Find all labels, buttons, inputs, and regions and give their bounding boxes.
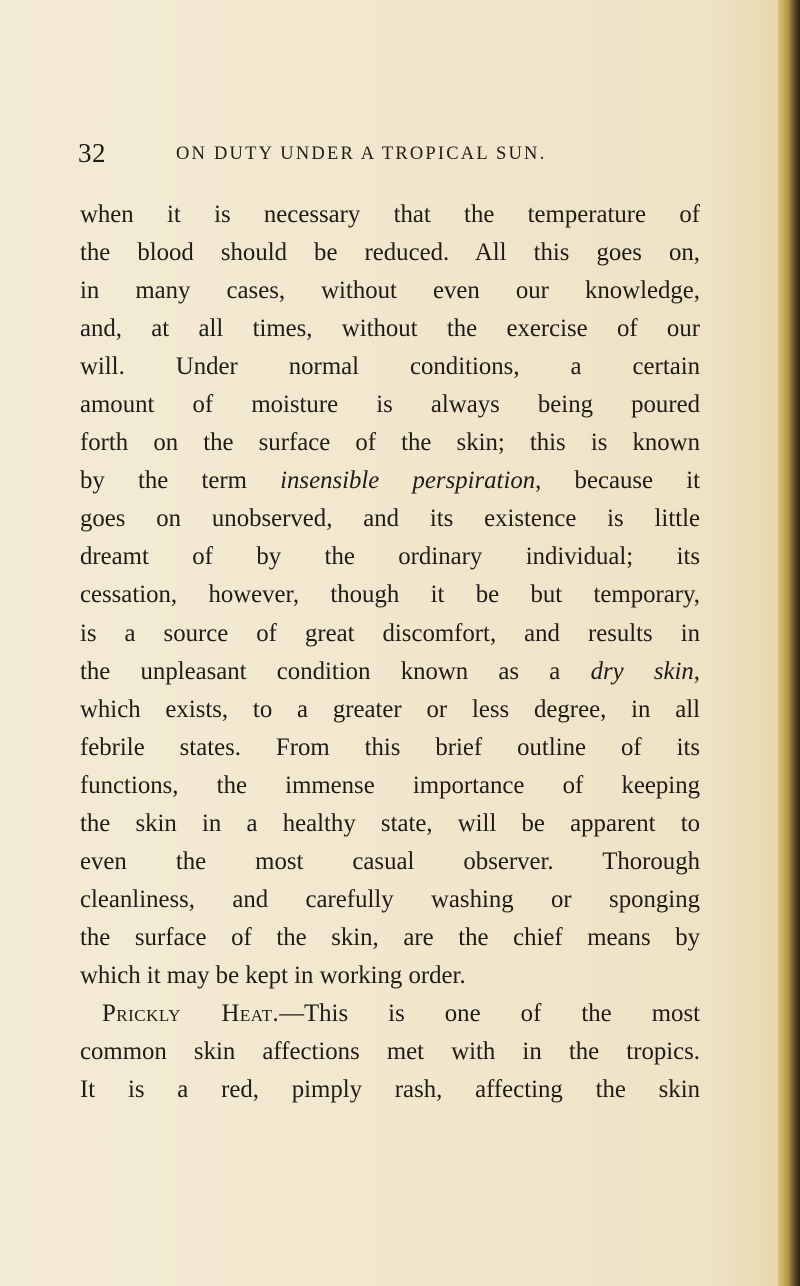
text-line: goes on unobserved, and its existence is little bbox=[80, 505, 700, 533]
section-heading: Prickly Heat. bbox=[102, 999, 280, 1027]
text-line: the surface of the skin, are the chief means by bbox=[80, 923, 700, 951]
text-line: cleanliness, and carefully washing or sponging bbox=[80, 885, 700, 913]
text-line bbox=[80, 995, 700, 1033]
text-run: by the term bbox=[80, 467, 281, 495]
text-line: when it is necessary that the temperature of bbox=[80, 201, 700, 228]
text-line: common skin affections met with in the tropics. bbox=[80, 1038, 700, 1066]
italic-term: dry skin bbox=[590, 657, 694, 685]
text-run: the unpleasant condition known as a bbox=[80, 657, 591, 685]
text-line: in many cases, without even our knowledge, bbox=[80, 277, 700, 305]
text-line: even the most casual observer. Thorough bbox=[80, 847, 700, 875]
text-run: , because it bbox=[535, 467, 700, 495]
text-line: functions, the immense importance of keeping bbox=[80, 771, 700, 799]
text-line: It is a red, pimply rash, affecting the skin bbox=[80, 1076, 700, 1104]
text-line: which exists, to a greater or less degree, in all bbox=[80, 695, 700, 723]
running-head: ON DUTY UNDER A TROPICAL SUN. bbox=[176, 144, 547, 164]
text-line: febrile states. From this brief outline of its bbox=[80, 733, 700, 761]
page-header bbox=[78, 138, 718, 178]
text-line bbox=[80, 653, 700, 691]
text-line: is a source of great discomfort, and results in bbox=[80, 619, 700, 647]
text-line: and, at all times, without the exercise of our bbox=[80, 315, 700, 343]
text-run: , bbox=[693, 657, 700, 685]
text-line: the blood should be reduced. All this goes on, bbox=[80, 239, 700, 267]
page-edge bbox=[778, 0, 800, 1286]
text-line: dreamt of by the ordinary individual; its bbox=[80, 543, 700, 571]
text-line bbox=[80, 462, 700, 500]
text-line: which it may be kept in working order. bbox=[80, 961, 466, 989]
text-line: will. Under normal conditions, a certain bbox=[80, 353, 700, 381]
text-line: cessation, however, though it be but temporary, bbox=[80, 581, 700, 609]
page-number: 32 bbox=[78, 138, 106, 168]
body-text bbox=[80, 196, 700, 1109]
italic-term: insensible perspiration bbox=[280, 467, 536, 495]
text-line: forth on the surface of the skin; this is known bbox=[80, 429, 700, 457]
text-line: amount of moisture is always being poured bbox=[80, 391, 700, 419]
text-line: the skin in a healthy state, will be apparent to bbox=[80, 809, 700, 837]
text-run: —This is one of the most bbox=[279, 999, 700, 1027]
